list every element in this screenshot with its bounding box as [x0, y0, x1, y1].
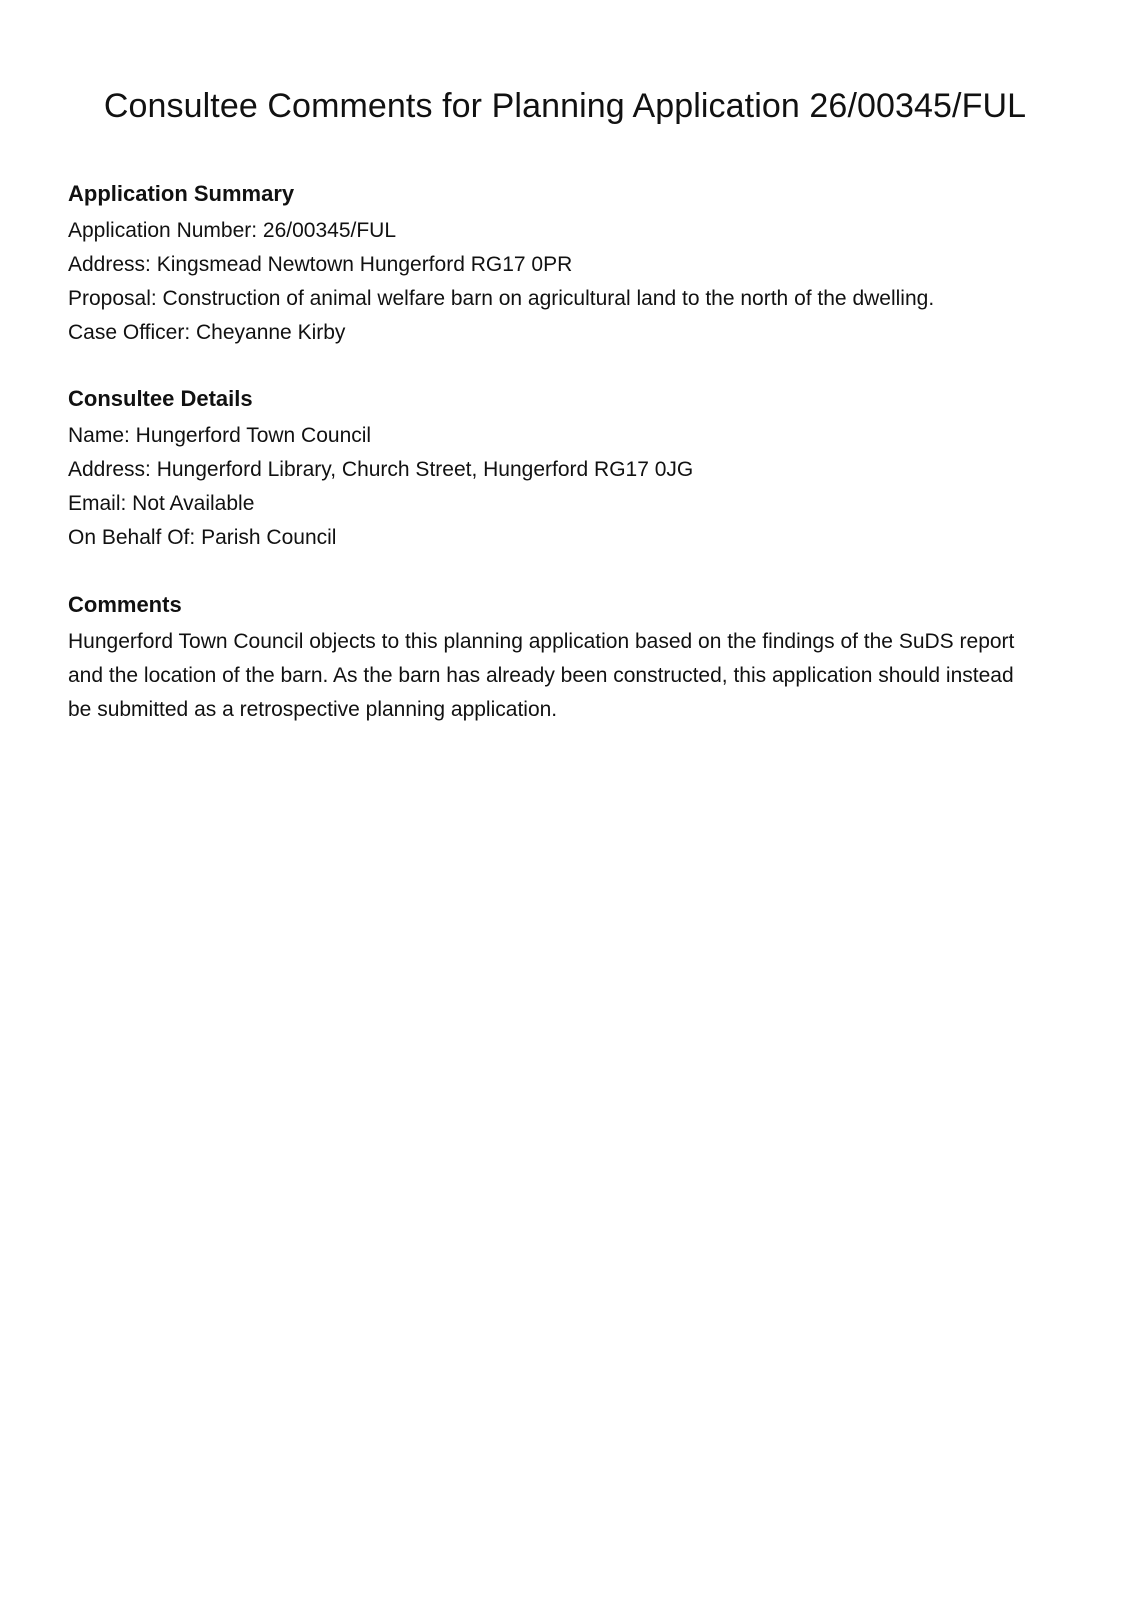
document-title: Consultee Comments for Planning Application 26/00345/FUL: [103, 87, 1027, 125]
consultee-on-behalf-of: On Behalf Of: Parish Council: [68, 526, 337, 549]
comments-heading: Comments: [68, 592, 182, 617]
consultee-address: Address: Hungerford Library, Church Street, Hungerford RG17 0JG: [68, 458, 694, 481]
application-number: Application Number: 26/00345/FUL: [68, 219, 397, 242]
consultee-email: Email: Not Available: [68, 492, 255, 515]
application-address: Address: Kingsmead Newtown Hungerford RG17 0PR: [68, 253, 573, 276]
application-summary-section: [68, 181, 1068, 350]
consultee-details-section: [68, 386, 1068, 555]
case-officer: Case Officer: Cheyanne Kirby: [68, 321, 346, 344]
application-summary-heading: Application Summary: [68, 181, 295, 206]
consultee-details-heading: Consultee Details: [68, 386, 253, 411]
comments-text: Hungerford Town Council objects to this planning application based on the findings of the SuDS report and the location of the barn. As the barn has already been constructed, this application should instead be submitted as a retrospective planning application.: [68, 630, 1015, 721]
consultee-name: Name: Hungerford Town Council: [68, 424, 372, 447]
application-proposal: Proposal: Construction of animal welfare barn on agricultural land to the north of the dwelling.: [68, 287, 935, 310]
comments-section: [68, 592, 1068, 727]
